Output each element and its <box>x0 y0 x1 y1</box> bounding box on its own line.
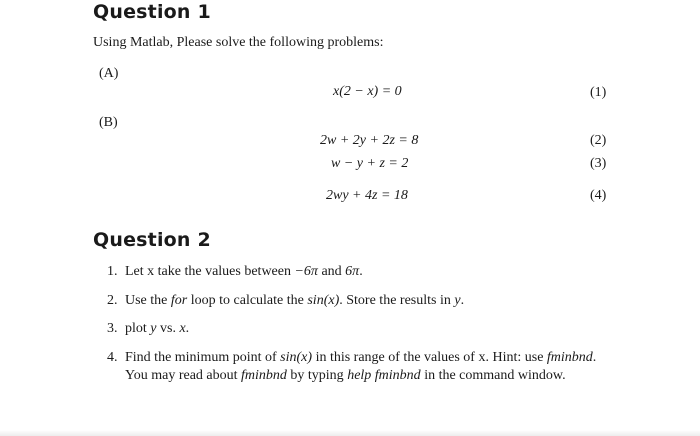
equation-4: 2wy + 4z = 18 <box>326 188 408 203</box>
list-item-text: Let x take the values between <box>125 264 295 279</box>
list-item-text: Find the minimum point of <box>125 350 281 365</box>
question-2-heading: Question 2 <box>93 229 211 251</box>
list-item-text: vs. <box>156 321 180 336</box>
list-item-text: . <box>359 264 363 279</box>
equation-2-number: (2) <box>590 133 607 148</box>
question-1-intro: Using Matlab, Please solve the following problems: <box>93 35 384 50</box>
math-expression: fminbnd <box>241 368 287 383</box>
list-item-4-continuation <box>125 368 566 384</box>
list-item-text: . <box>185 321 190 336</box>
math-expression: 6π <box>345 264 360 279</box>
part-a-label: (A) <box>99 66 119 81</box>
math-expression: x <box>179 321 186 336</box>
equation-2: 2w + 2y + 2z = 8 <box>320 133 419 148</box>
math-expression: help fminbnd <box>347 368 421 383</box>
list-item-2 <box>107 293 464 309</box>
list-item-number: 3. <box>107 321 118 336</box>
equation-4-number: (4) <box>590 188 607 203</box>
list-item-text: in this range of the values of x. Hint: use <box>312 350 547 365</box>
list-item-1 <box>107 264 363 280</box>
equation-3-number: (3) <box>590 156 607 171</box>
list-item-4 <box>107 350 596 366</box>
list-item-text: by typing <box>286 368 348 383</box>
list-item-text: loop to calculate the <box>187 293 308 308</box>
equation-3: w − y + z = 2 <box>331 156 409 171</box>
list-item-text: . <box>460 293 465 308</box>
list-item-text: . <box>592 350 597 365</box>
list-item-text: You may read about <box>125 368 242 383</box>
list-item-3 <box>107 321 189 337</box>
math-expression: for <box>170 293 188 308</box>
list-item-text: and <box>317 264 346 279</box>
list-item-text: in the command window. <box>420 368 566 383</box>
list-item-number: 1. <box>107 264 118 279</box>
math-expression: sin(x) <box>280 350 313 365</box>
equation-1-number: (1) <box>590 85 607 100</box>
math-expression: sin(x) <box>307 293 340 308</box>
list-item-text: plot <box>125 321 151 336</box>
part-b-label: (B) <box>99 115 118 130</box>
math-expression: −6π <box>294 264 318 279</box>
list-item-number: 4. <box>107 350 118 365</box>
page-bottom-edge <box>0 430 700 436</box>
equation-1: x(2 − x) = 0 <box>333 84 402 99</box>
question-1-heading: Question 1 <box>93 1 211 23</box>
list-item-number: 2. <box>107 293 118 308</box>
math-expression: y <box>150 321 157 336</box>
math-expression: y <box>454 293 461 308</box>
list-item-text: Use the <box>125 293 171 308</box>
list-item-text: . Store the results in <box>339 293 455 308</box>
math-expression: fminbnd <box>546 350 593 365</box>
